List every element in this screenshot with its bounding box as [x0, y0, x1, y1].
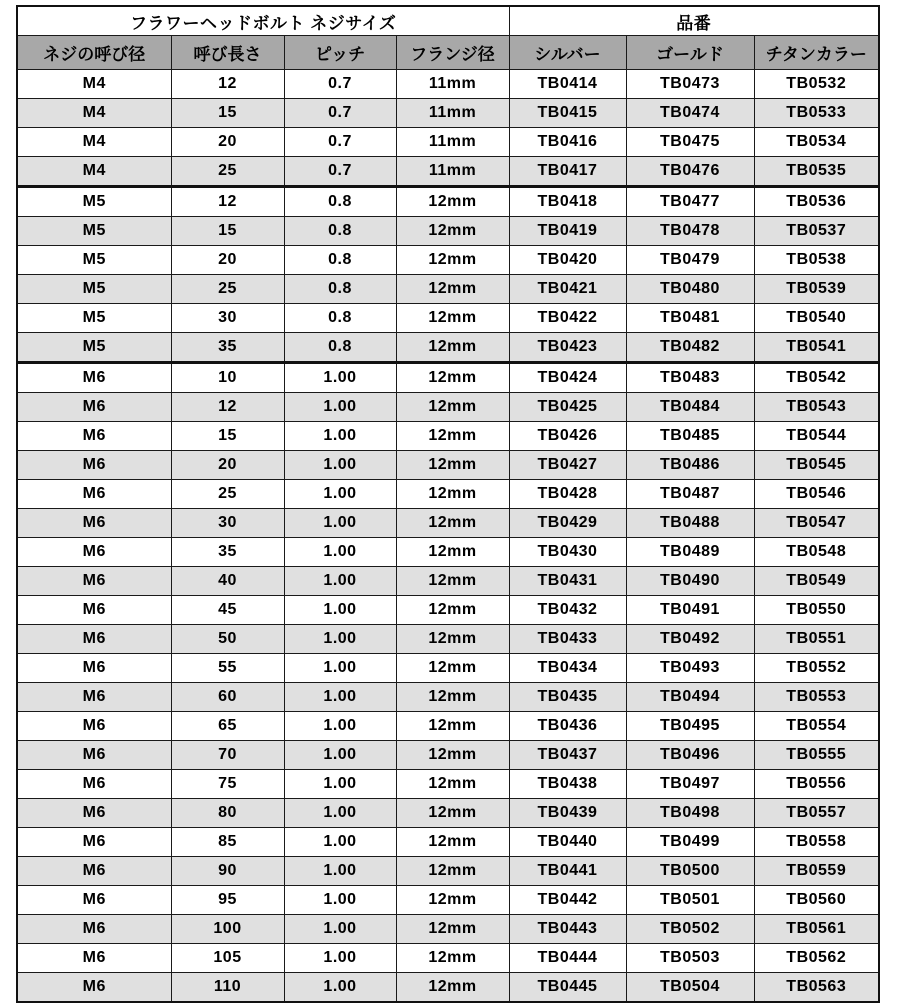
cell-r13-c0: M6 [17, 451, 171, 480]
cell-r19-c3: 12mm [396, 625, 509, 654]
cell-r15-c5: TB0488 [626, 509, 754, 538]
table-row [17, 741, 879, 770]
cell-r20-c4: TB0434 [509, 654, 626, 683]
cell-r10-c0: M6 [17, 363, 171, 393]
cell-r21-c1: 60 [171, 683, 284, 712]
cell-r0-c4: TB0414 [509, 70, 626, 99]
table-row [17, 654, 879, 683]
cell-r20-c1: 55 [171, 654, 284, 683]
cell-r12-c1: 15 [171, 422, 284, 451]
table-head [17, 6, 879, 70]
cell-r9-c6: TB0541 [754, 333, 879, 363]
cell-r7-c3: 12mm [396, 275, 509, 304]
cell-r18-c0: M6 [17, 596, 171, 625]
table-row [17, 944, 879, 973]
cell-r9-c5: TB0482 [626, 333, 754, 363]
cell-r1-c2: 0.7 [284, 99, 396, 128]
cell-r5-c1: 15 [171, 217, 284, 246]
cell-r18-c5: TB0491 [626, 596, 754, 625]
cell-r19-c6: TB0551 [754, 625, 879, 654]
cell-r14-c4: TB0428 [509, 480, 626, 509]
cell-r7-c5: TB0480 [626, 275, 754, 304]
cell-r5-c2: 0.8 [284, 217, 396, 246]
cell-r10-c2: 1.00 [284, 363, 396, 393]
cell-r30-c2: 1.00 [284, 944, 396, 973]
table-row [17, 99, 879, 128]
cell-r19-c1: 50 [171, 625, 284, 654]
cell-r12-c4: TB0426 [509, 422, 626, 451]
cell-r13-c6: TB0545 [754, 451, 879, 480]
cell-r26-c6: TB0558 [754, 828, 879, 857]
cell-r11-c2: 1.00 [284, 393, 396, 422]
cell-r7-c0: M5 [17, 275, 171, 304]
cell-r22-c2: 1.00 [284, 712, 396, 741]
cell-r24-c4: TB0438 [509, 770, 626, 799]
cell-r28-c1: 95 [171, 886, 284, 915]
cell-r25-c6: TB0557 [754, 799, 879, 828]
table-row [17, 828, 879, 857]
cell-r26-c1: 85 [171, 828, 284, 857]
cell-r5-c4: TB0419 [509, 217, 626, 246]
cell-r2-c6: TB0534 [754, 128, 879, 157]
cell-r10-c5: TB0483 [626, 363, 754, 393]
cell-r23-c3: 12mm [396, 741, 509, 770]
table-row [17, 973, 879, 1003]
cell-r18-c1: 45 [171, 596, 284, 625]
cell-r5-c6: TB0537 [754, 217, 879, 246]
cell-r16-c1: 35 [171, 538, 284, 567]
cell-r14-c2: 1.00 [284, 480, 396, 509]
group-header-1: 品番 [509, 6, 879, 36]
cell-r11-c1: 12 [171, 393, 284, 422]
table-row [17, 217, 879, 246]
cell-r29-c3: 12mm [396, 915, 509, 944]
cell-r12-c3: 12mm [396, 422, 509, 451]
cell-r16-c2: 1.00 [284, 538, 396, 567]
cell-r20-c0: M6 [17, 654, 171, 683]
cell-r9-c3: 12mm [396, 333, 509, 363]
cell-r5-c0: M5 [17, 217, 171, 246]
cell-r20-c2: 1.00 [284, 654, 396, 683]
cell-r24-c1: 75 [171, 770, 284, 799]
cell-r23-c1: 70 [171, 741, 284, 770]
cell-r6-c0: M5 [17, 246, 171, 275]
cell-r25-c0: M6 [17, 799, 171, 828]
cell-r11-c5: TB0484 [626, 393, 754, 422]
cell-r16-c5: TB0489 [626, 538, 754, 567]
cell-r12-c0: M6 [17, 422, 171, 451]
table-row [17, 770, 879, 799]
cell-r18-c4: TB0432 [509, 596, 626, 625]
cell-r22-c5: TB0495 [626, 712, 754, 741]
table-row [17, 596, 879, 625]
cell-r16-c6: TB0548 [754, 538, 879, 567]
cell-r3-c0: M4 [17, 157, 171, 187]
cell-r27-c0: M6 [17, 857, 171, 886]
cell-r31-c4: TB0445 [509, 973, 626, 1003]
cell-r31-c0: M6 [17, 973, 171, 1003]
table-row [17, 422, 879, 451]
cell-r25-c4: TB0439 [509, 799, 626, 828]
cell-r13-c2: 1.00 [284, 451, 396, 480]
column-header-1: 呼び長さ [171, 36, 284, 70]
cell-r16-c3: 12mm [396, 538, 509, 567]
cell-r8-c5: TB0481 [626, 304, 754, 333]
cell-r4-c0: M5 [17, 187, 171, 217]
cell-r9-c0: M5 [17, 333, 171, 363]
cell-r11-c0: M6 [17, 393, 171, 422]
table-row [17, 157, 879, 187]
cell-r17-c6: TB0549 [754, 567, 879, 596]
cell-r16-c4: TB0430 [509, 538, 626, 567]
cell-r3-c5: TB0476 [626, 157, 754, 187]
cell-r13-c5: TB0486 [626, 451, 754, 480]
cell-r8-c0: M5 [17, 304, 171, 333]
cell-r9-c1: 35 [171, 333, 284, 363]
cell-r21-c5: TB0494 [626, 683, 754, 712]
group-header-0: フラワーヘッドボルト ネジサイズ [17, 6, 509, 36]
cell-r15-c1: 30 [171, 509, 284, 538]
cell-r23-c2: 1.00 [284, 741, 396, 770]
cell-r2-c1: 20 [171, 128, 284, 157]
cell-r6-c1: 20 [171, 246, 284, 275]
bolt-spec-table [16, 5, 880, 1003]
cell-r16-c0: M6 [17, 538, 171, 567]
table-body [17, 70, 879, 1003]
cell-r12-c5: TB0485 [626, 422, 754, 451]
table-row [17, 857, 879, 886]
column-header-0: ネジの呼び径 [17, 36, 171, 70]
cell-r3-c6: TB0535 [754, 157, 879, 187]
cell-r19-c4: TB0433 [509, 625, 626, 654]
cell-r18-c6: TB0550 [754, 596, 879, 625]
cell-r29-c4: TB0443 [509, 915, 626, 944]
cell-r30-c6: TB0562 [754, 944, 879, 973]
cell-r4-c1: 12 [171, 187, 284, 217]
cell-r23-c5: TB0496 [626, 741, 754, 770]
cell-r11-c6: TB0543 [754, 393, 879, 422]
cell-r17-c4: TB0431 [509, 567, 626, 596]
cell-r0-c0: M4 [17, 70, 171, 99]
cell-r31-c2: 1.00 [284, 973, 396, 1003]
cell-r4-c3: 12mm [396, 187, 509, 217]
cell-r14-c6: TB0546 [754, 480, 879, 509]
table-row [17, 363, 879, 393]
column-header-3: フランジ径 [396, 36, 509, 70]
cell-r21-c4: TB0435 [509, 683, 626, 712]
cell-r30-c5: TB0503 [626, 944, 754, 973]
cell-r15-c6: TB0547 [754, 509, 879, 538]
cell-r26-c5: TB0499 [626, 828, 754, 857]
cell-r0-c1: 12 [171, 70, 284, 99]
cell-r10-c1: 10 [171, 363, 284, 393]
cell-r26-c2: 1.00 [284, 828, 396, 857]
cell-r13-c4: TB0427 [509, 451, 626, 480]
cell-r23-c6: TB0555 [754, 741, 879, 770]
cell-r28-c4: TB0442 [509, 886, 626, 915]
column-header-5: ゴールド [626, 36, 754, 70]
cell-r27-c3: 12mm [396, 857, 509, 886]
table-row [17, 393, 879, 422]
cell-r4-c5: TB0477 [626, 187, 754, 217]
cell-r25-c5: TB0498 [626, 799, 754, 828]
cell-r4-c4: TB0418 [509, 187, 626, 217]
cell-r2-c4: TB0416 [509, 128, 626, 157]
cell-r14-c0: M6 [17, 480, 171, 509]
column-header-6: チタンカラー [754, 36, 879, 70]
cell-r6-c6: TB0538 [754, 246, 879, 275]
cell-r21-c3: 12mm [396, 683, 509, 712]
cell-r31-c6: TB0563 [754, 973, 879, 1003]
column-header-4: シルバー [509, 36, 626, 70]
cell-r2-c3: 11mm [396, 128, 509, 157]
cell-r30-c0: M6 [17, 944, 171, 973]
cell-r24-c6: TB0556 [754, 770, 879, 799]
cell-r5-c5: TB0478 [626, 217, 754, 246]
cell-r18-c3: 12mm [396, 596, 509, 625]
cell-r26-c0: M6 [17, 828, 171, 857]
cell-r25-c1: 80 [171, 799, 284, 828]
cell-r1-c1: 15 [171, 99, 284, 128]
cell-r27-c2: 1.00 [284, 857, 396, 886]
cell-r8-c1: 30 [171, 304, 284, 333]
cell-r7-c4: TB0421 [509, 275, 626, 304]
cell-r26-c4: TB0440 [509, 828, 626, 857]
table-row [17, 799, 879, 828]
table-row [17, 480, 879, 509]
cell-r15-c3: 12mm [396, 509, 509, 538]
cell-r20-c6: TB0552 [754, 654, 879, 683]
cell-r2-c0: M4 [17, 128, 171, 157]
cell-r8-c4: TB0422 [509, 304, 626, 333]
cell-r6-c5: TB0479 [626, 246, 754, 275]
cell-r0-c5: TB0473 [626, 70, 754, 99]
cell-r7-c6: TB0539 [754, 275, 879, 304]
cell-r29-c0: M6 [17, 915, 171, 944]
cell-r22-c0: M6 [17, 712, 171, 741]
cell-r29-c6: TB0561 [754, 915, 879, 944]
cell-r6-c3: 12mm [396, 246, 509, 275]
cell-r1-c5: TB0474 [626, 99, 754, 128]
cell-r29-c1: 100 [171, 915, 284, 944]
cell-r17-c5: TB0490 [626, 567, 754, 596]
cell-r22-c3: 12mm [396, 712, 509, 741]
cell-r22-c1: 65 [171, 712, 284, 741]
table-row [17, 886, 879, 915]
table-row [17, 333, 879, 363]
cell-r30-c4: TB0444 [509, 944, 626, 973]
cell-r24-c5: TB0497 [626, 770, 754, 799]
cell-r27-c1: 90 [171, 857, 284, 886]
cell-r14-c3: 12mm [396, 480, 509, 509]
cell-r20-c5: TB0493 [626, 654, 754, 683]
cell-r1-c6: TB0533 [754, 99, 879, 128]
cell-r20-c3: 12mm [396, 654, 509, 683]
cell-r5-c3: 12mm [396, 217, 509, 246]
cell-r12-c6: TB0544 [754, 422, 879, 451]
cell-r22-c6: TB0554 [754, 712, 879, 741]
table-row [17, 915, 879, 944]
cell-r12-c2: 1.00 [284, 422, 396, 451]
cell-r28-c6: TB0560 [754, 886, 879, 915]
cell-r27-c5: TB0500 [626, 857, 754, 886]
cell-r7-c2: 0.8 [284, 275, 396, 304]
cell-r24-c3: 12mm [396, 770, 509, 799]
table-row [17, 128, 879, 157]
table-row [17, 187, 879, 217]
cell-r6-c2: 0.8 [284, 246, 396, 275]
cell-r21-c2: 1.00 [284, 683, 396, 712]
spec-table-container [16, 5, 878, 1003]
table-row [17, 451, 879, 480]
table-row [17, 683, 879, 712]
cell-r6-c4: TB0420 [509, 246, 626, 275]
cell-r11-c3: 12mm [396, 393, 509, 422]
cell-r3-c4: TB0417 [509, 157, 626, 187]
table-row [17, 304, 879, 333]
cell-r8-c3: 12mm [396, 304, 509, 333]
cell-r2-c2: 0.7 [284, 128, 396, 157]
column-header-2: ピッチ [284, 36, 396, 70]
cell-r23-c0: M6 [17, 741, 171, 770]
cell-r29-c2: 1.00 [284, 915, 396, 944]
cell-r30-c1: 105 [171, 944, 284, 973]
cell-r14-c5: TB0487 [626, 480, 754, 509]
table-row [17, 712, 879, 741]
cell-r29-c5: TB0502 [626, 915, 754, 944]
cell-r23-c4: TB0437 [509, 741, 626, 770]
cell-r14-c1: 25 [171, 480, 284, 509]
cell-r10-c4: TB0424 [509, 363, 626, 393]
cell-r3-c2: 0.7 [284, 157, 396, 187]
cell-r1-c0: M4 [17, 99, 171, 128]
cell-r26-c3: 12mm [396, 828, 509, 857]
cell-r7-c1: 25 [171, 275, 284, 304]
cell-r0-c3: 11mm [396, 70, 509, 99]
cell-r31-c3: 12mm [396, 973, 509, 1003]
cell-r13-c3: 12mm [396, 451, 509, 480]
cell-r15-c0: M6 [17, 509, 171, 538]
cell-r0-c6: TB0532 [754, 70, 879, 99]
cell-r17-c2: 1.00 [284, 567, 396, 596]
table-row [17, 70, 879, 99]
table-row [17, 275, 879, 304]
cell-r4-c6: TB0536 [754, 187, 879, 217]
cell-r17-c1: 40 [171, 567, 284, 596]
cell-r19-c2: 1.00 [284, 625, 396, 654]
cell-r25-c2: 1.00 [284, 799, 396, 828]
cell-r9-c2: 0.8 [284, 333, 396, 363]
cell-r21-c0: M6 [17, 683, 171, 712]
column-header-row [17, 36, 879, 70]
cell-r28-c0: M6 [17, 886, 171, 915]
cell-r2-c5: TB0475 [626, 128, 754, 157]
cell-r11-c4: TB0425 [509, 393, 626, 422]
cell-r18-c2: 1.00 [284, 596, 396, 625]
cell-r10-c6: TB0542 [754, 363, 879, 393]
cell-r13-c1: 20 [171, 451, 284, 480]
cell-r30-c3: 12mm [396, 944, 509, 973]
cell-r17-c3: 12mm [396, 567, 509, 596]
group-header-row [17, 6, 879, 36]
cell-r10-c3: 12mm [396, 363, 509, 393]
cell-r28-c2: 1.00 [284, 886, 396, 915]
table-row [17, 509, 879, 538]
cell-r28-c3: 12mm [396, 886, 509, 915]
cell-r8-c2: 0.8 [284, 304, 396, 333]
cell-r27-c6: TB0559 [754, 857, 879, 886]
cell-r27-c4: TB0441 [509, 857, 626, 886]
cell-r28-c5: TB0501 [626, 886, 754, 915]
table-row [17, 625, 879, 654]
table-row [17, 567, 879, 596]
cell-r4-c2: 0.8 [284, 187, 396, 217]
cell-r21-c6: TB0553 [754, 683, 879, 712]
cell-r9-c4: TB0423 [509, 333, 626, 363]
cell-r31-c5: TB0504 [626, 973, 754, 1003]
cell-r19-c5: TB0492 [626, 625, 754, 654]
table-row [17, 246, 879, 275]
table-row [17, 538, 879, 567]
cell-r25-c3: 12mm [396, 799, 509, 828]
cell-r31-c1: 110 [171, 973, 284, 1003]
cell-r17-c0: M6 [17, 567, 171, 596]
cell-r15-c4: TB0429 [509, 509, 626, 538]
cell-r1-c3: 11mm [396, 99, 509, 128]
cell-r8-c6: TB0540 [754, 304, 879, 333]
cell-r0-c2: 0.7 [284, 70, 396, 99]
cell-r24-c0: M6 [17, 770, 171, 799]
cell-r1-c4: TB0415 [509, 99, 626, 128]
cell-r22-c4: TB0436 [509, 712, 626, 741]
cell-r15-c2: 1.00 [284, 509, 396, 538]
cell-r3-c3: 11mm [396, 157, 509, 187]
cell-r3-c1: 25 [171, 157, 284, 187]
cell-r24-c2: 1.00 [284, 770, 396, 799]
cell-r19-c0: M6 [17, 625, 171, 654]
